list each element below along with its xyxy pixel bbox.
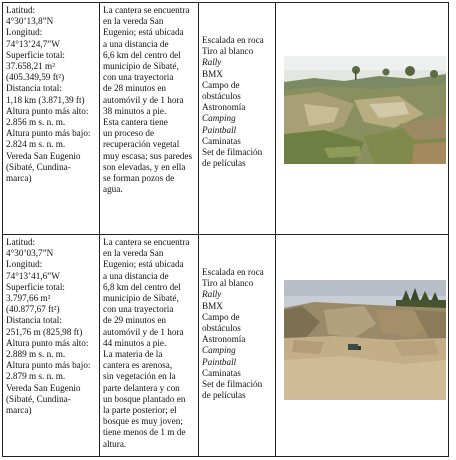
activity-item: de películas: [202, 158, 246, 169]
text-line: tiene menos de 1 m de: [103, 427, 186, 438]
description-lines: [103, 5, 195, 195]
activity-item: obstáculos: [202, 323, 241, 334]
text-line: con una trayectoria: [103, 72, 174, 83]
text-line: 37.658,21 m²: [6, 61, 55, 72]
text-line: Esta cantera tiene: [103, 117, 168, 128]
text-line: Superficie total:: [6, 49, 65, 60]
text-line: se forman pozos de: [103, 173, 175, 184]
text-line: agua.: [103, 184, 123, 195]
text-line: Vereda San Eugenio: [6, 150, 81, 161]
activity-item: Rally: [202, 57, 222, 68]
activity-item: Set de filmación: [202, 379, 263, 390]
activity-item: Camping: [202, 113, 236, 124]
description-cell: [100, 235, 199, 457]
location-lines: [6, 237, 96, 416]
text-line: en la vereda San: [103, 16, 164, 27]
text-line: 2.879 m s. n. m.: [6, 371, 66, 382]
photo-cell: [276, 3, 449, 235]
activities-cell: [199, 3, 276, 235]
location-cell: [3, 235, 100, 457]
text-line: 251,76 m (825,98 ft): [6, 326, 83, 337]
text-line: 6,8 km del centro del: [103, 281, 181, 292]
photo-cell: [276, 235, 449, 457]
text-line: Distancia total:: [6, 83, 62, 94]
activity-item: Tiro al blanco: [202, 278, 254, 289]
activities-cell: [199, 235, 276, 457]
text-line: en la vereda San: [103, 248, 164, 259]
activity-item: Astronomía: [202, 102, 246, 113]
activity-lines: [202, 35, 272, 169]
text-line: (40.877,67 ft²): [6, 304, 60, 315]
text-line: automóvil y de 1 hora: [103, 326, 184, 337]
text-line: son elevadas, y en ella: [103, 161, 186, 172]
text-line: La cantera se encuentra: [103, 5, 190, 15]
text-line: Altura punto más alto:: [6, 337, 89, 348]
activity-item: Rally: [202, 289, 222, 300]
location-lines: [6, 5, 96, 184]
activity-item: Paintball: [202, 356, 237, 367]
activity-item: Paintball: [202, 124, 237, 135]
location-cell: [3, 3, 100, 235]
activity-item: obstáculos: [202, 91, 241, 102]
text-line: La cantera se encuentra: [103, 237, 190, 247]
activity-item: Astronomía: [202, 334, 246, 345]
description-lines: [103, 237, 195, 450]
activity-item: de películas: [202, 390, 246, 401]
text-line: 74°13’41,6”W: [6, 270, 60, 281]
text-line: 2.856 m s. n. m.: [6, 117, 66, 128]
text-line: municipio de Sibaté,: [103, 61, 179, 72]
activity-item: Tiro al blanco: [202, 46, 254, 57]
text-line: Distancia total:: [6, 315, 62, 326]
table-row: [3, 3, 449, 235]
text-line: marca): [6, 405, 32, 416]
text-line: 3.797,66 m²: [6, 293, 51, 304]
text-line: Superficie total:: [6, 281, 65, 292]
text-line: Eugenio; está ubicada: [103, 259, 184, 270]
text-line: Altura punto más bajo:: [6, 128, 91, 139]
text-line: 6,6 km del centro del: [103, 49, 181, 60]
text-line: un bosque plantado en: [103, 393, 186, 404]
text-line: a una distancia de: [103, 38, 169, 49]
activity-item: Escalada en roca: [202, 267, 264, 277]
text-line: a una distancia de: [103, 270, 169, 281]
description-cell: [100, 3, 199, 235]
text-line: (405.349,59 ft²): [6, 72, 65, 83]
text-line: recuperación vegetal: [103, 139, 180, 150]
text-line: (Sibaté, Cundina-: [6, 393, 71, 404]
text-line: un proceso de: [103, 128, 155, 139]
text-line: (Sibaté, Cundina-: [6, 161, 71, 172]
text-line: Altura punto más bajo:: [6, 360, 91, 371]
text-line: Longitud:: [6, 27, 43, 38]
text-line: La materia de la: [103, 349, 163, 360]
activity-lines: [202, 267, 272, 401]
text-line: de 28 minutos en: [103, 83, 167, 94]
text-line: Vereda San Eugenio: [6, 382, 81, 393]
text-line: de 29 minutos en: [103, 315, 167, 326]
text-line: Eugenio; está ubicada: [103, 27, 184, 38]
text-line: 2.889 m s. n. m.: [6, 349, 66, 360]
activity-item: Campo de: [202, 311, 240, 322]
text-line: Longitud:: [6, 259, 43, 270]
text-line: con una trayectoria: [103, 304, 174, 315]
text-line: 38 minutos a pie.: [103, 105, 167, 116]
text-line: altura.: [103, 438, 127, 449]
text-line: 1,18 km (3.871,39 ft): [6, 94, 85, 105]
text-line: cantera es arenosa,: [103, 360, 173, 371]
activity-item: Set de filmación: [202, 147, 263, 158]
text-line: 4°30’03,7”N: [6, 248, 54, 259]
activity-item: Caminatas: [202, 135, 241, 146]
quarry-table: [2, 2, 449, 457]
quarry-landscape-photo-2: [284, 280, 446, 400]
text-line: sin vegetación en la: [103, 371, 176, 382]
activity-item: BMX: [202, 68, 223, 79]
text-line: Altura punto más alto:: [6, 105, 89, 116]
activity-item: Campo de: [202, 79, 240, 90]
text-line: Latitud:: [6, 5, 36, 15]
text-line: parte delantera y con: [103, 382, 180, 393]
text-line: 2.824 m s. n. m.: [6, 139, 66, 150]
text-line: marca): [6, 173, 32, 184]
activity-item: Caminatas: [202, 367, 241, 378]
text-line: muy escasa; sus paredes: [103, 150, 193, 161]
quarry-landscape-photo-1: [284, 56, 446, 164]
text-line: automóvil y de 1 hora: [103, 94, 184, 105]
text-line: 44 minutos a pie.: [103, 337, 167, 348]
activity-item: Camping: [202, 345, 236, 356]
table-row: [3, 235, 449, 457]
text-line: Latitud:: [6, 237, 36, 247]
text-line: 74°13’24,7”W: [6, 38, 60, 49]
text-line: 4°30’13,8”N: [6, 16, 54, 27]
activity-item: BMX: [202, 300, 223, 311]
activity-item: Escalada en roca: [202, 35, 264, 45]
text-line: municipio de Sibaté,: [103, 293, 179, 304]
text-line: bosque es muy joven;: [103, 416, 183, 427]
text-line: la parte posterior; el: [103, 405, 177, 416]
